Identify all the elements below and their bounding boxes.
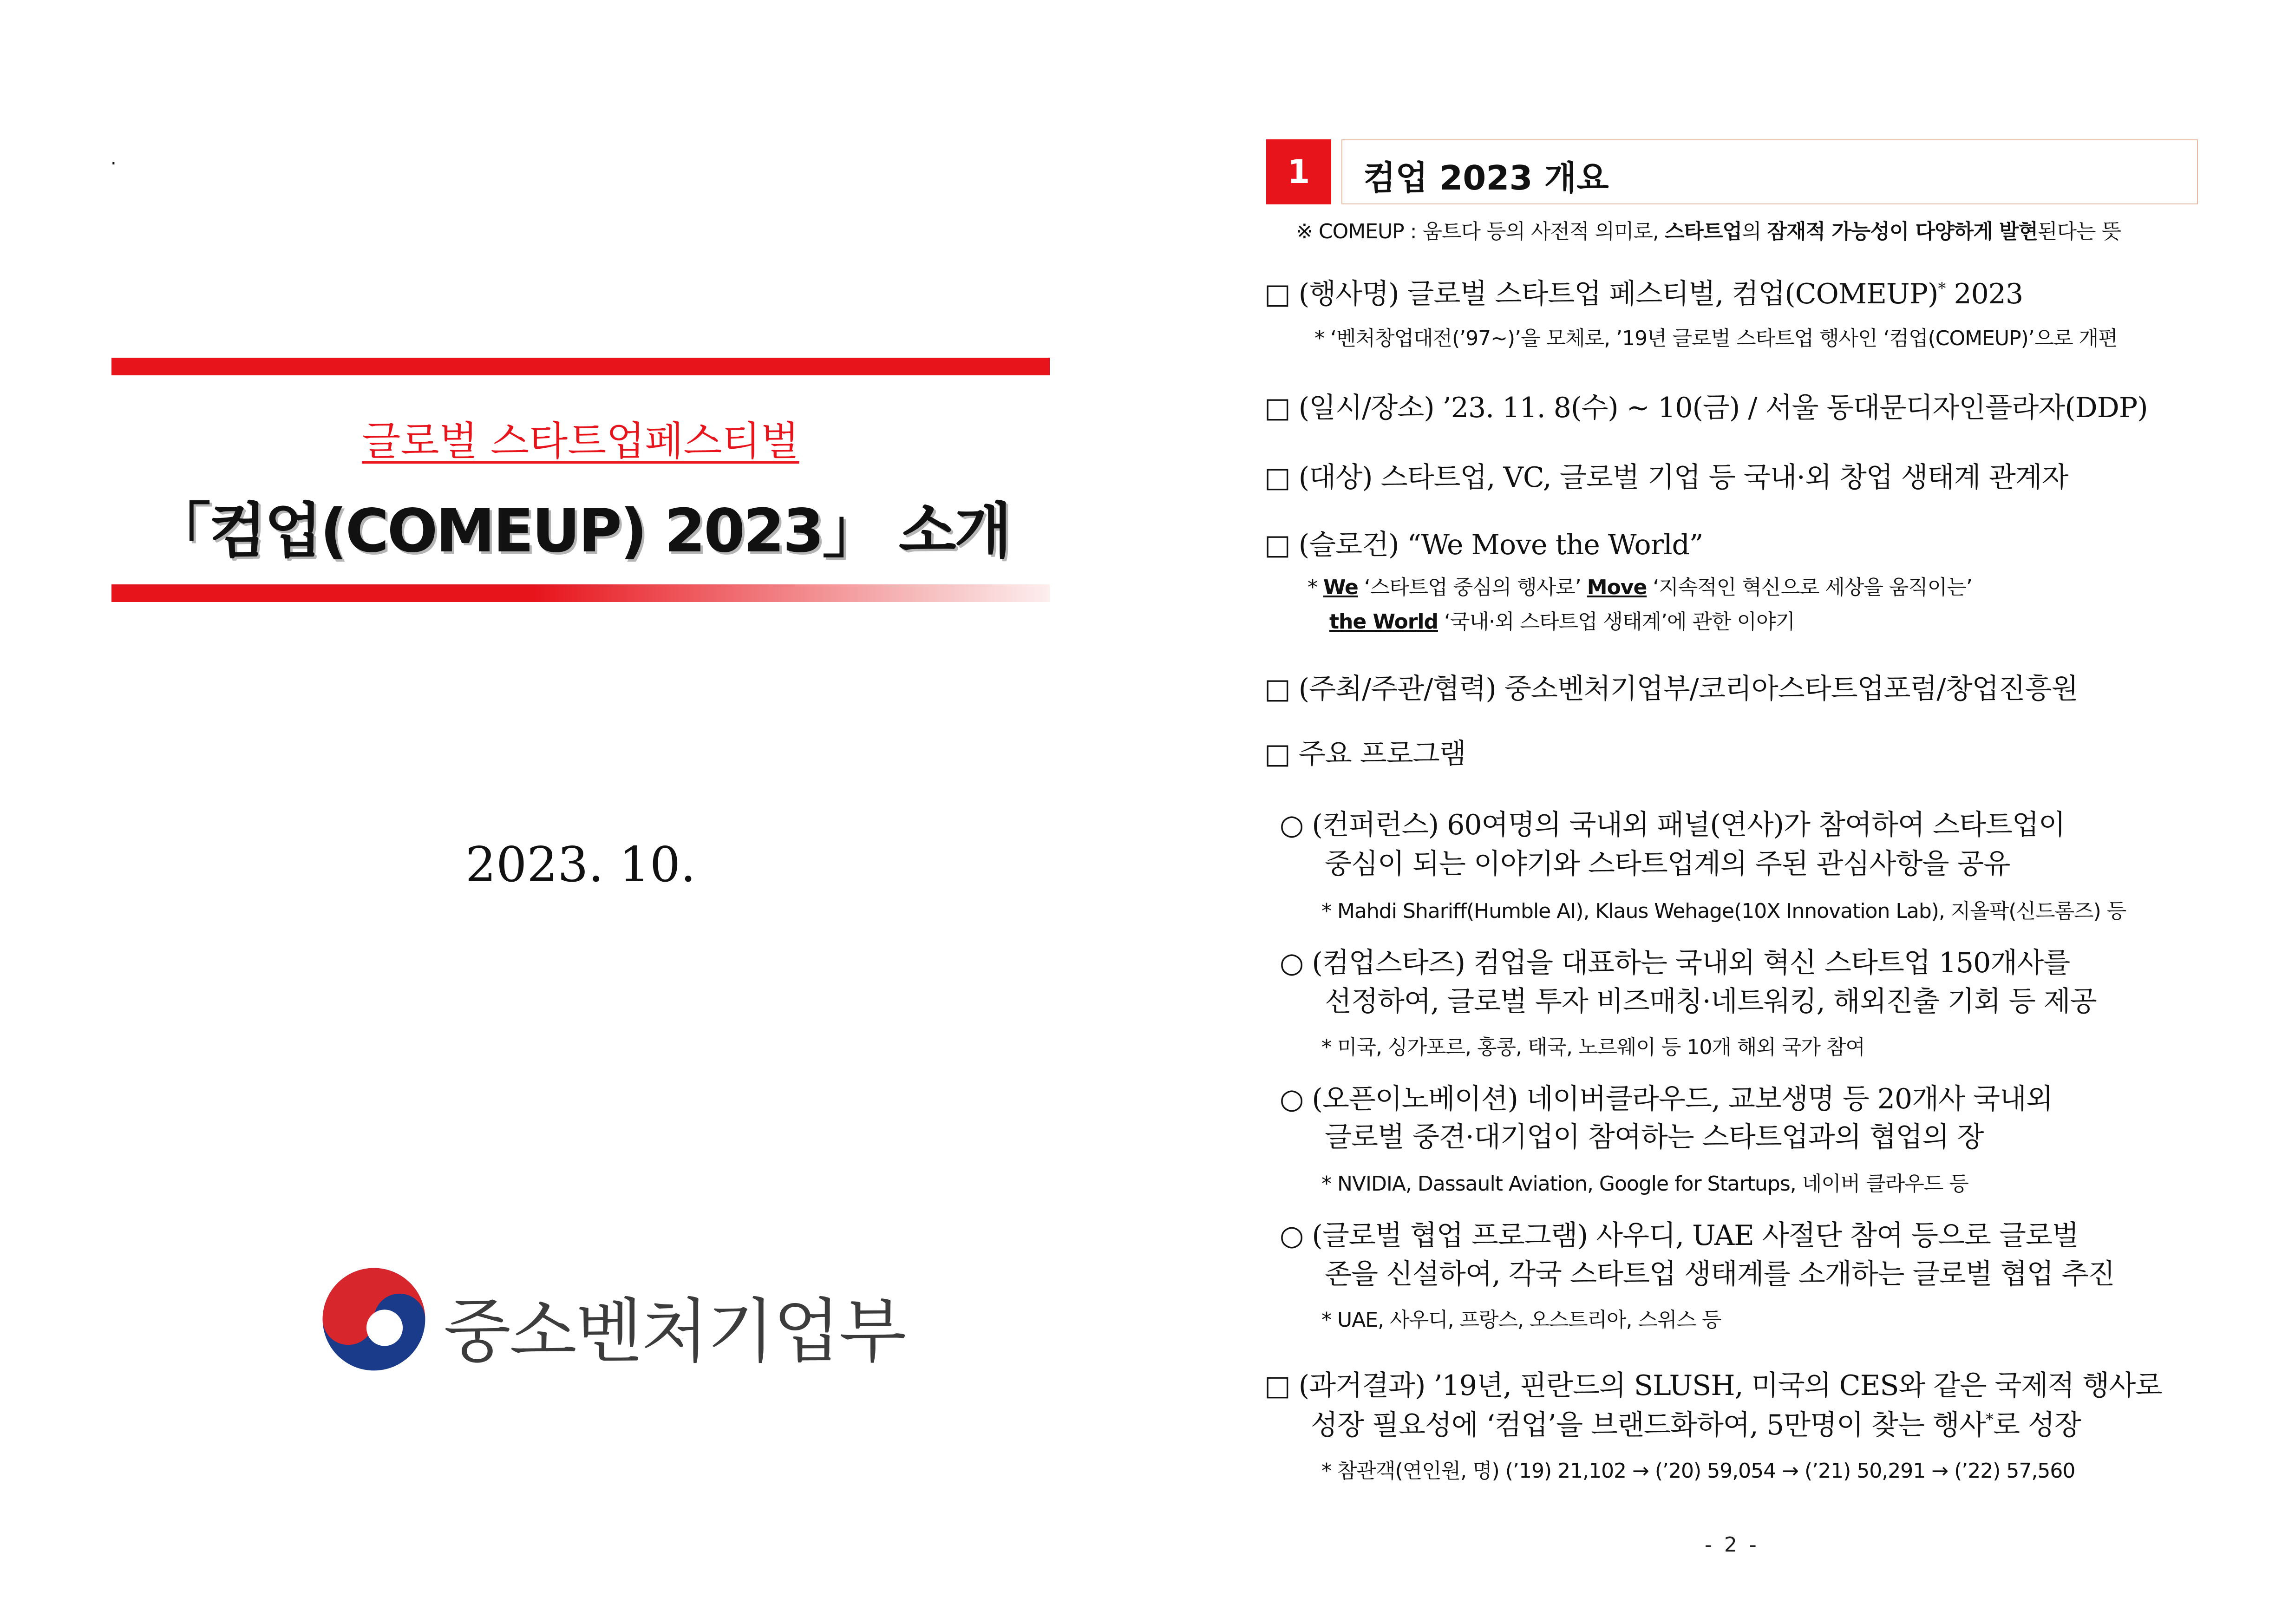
program-openinnovation-line1: ○ (오픈이노베이션) 네이버클라우드, 교보생명 등 20개사 국내외 [1280, 1083, 2053, 1115]
program-conference-note: * Mahdi Shariff(Humble AI), Klaus Wehage(10X Innovation Lab), 지올팍(신드롬즈) 등 [1321, 899, 2126, 923]
past-results-line2: 성장 필요성에 ‘컴업’을 브랜드화하여, 5만명이 찾는 행사*로 성장 [1311, 1409, 2081, 1441]
stray-dot: . [111, 148, 117, 169]
slogan-item: □ (슬로건) “We Move the World” [1264, 529, 1703, 561]
ministry-name: 중소벤처기업부 [444, 1291, 905, 1372]
cover-date: 2023. 10. [465, 836, 696, 893]
program-global-line1: ○ (글로벌 협업 프로그램) 사우디, UAE 사절단 참여 등으로 글로벌 [1280, 1219, 2079, 1252]
event-name-item: □ (행사명) 글로벌 스타트업 페스티벌, 컴업(COMEUP)* 2023 [1264, 278, 2023, 310]
programs-title: □ 주요 프로그램 [1264, 738, 1466, 770]
program-global-line2: 존을 신설하여, 각국 스타트업 생태계를 소개하는 글로벌 협업 추진 [1325, 1258, 2115, 1290]
ministry-emblem-icon [320, 1266, 427, 1373]
datetime-item: □ (일시/장소) ’23. 11. 8(수) ~ 10(금) / 서울 동대문디자인플라자(DDP) [1264, 392, 2148, 424]
comeup-definition-note: ※ COMEUP : 움트다 등의 사전적 의미로, 스타트업의 잠재적 가능성이 다양하게 발현된다는 뜻 [1296, 220, 2121, 243]
red-top-rule [111, 358, 1050, 375]
program-comeupstars-line1: ○ (컴업스타즈) 컴업을 대표하는 국내외 혁신 스타트업 150개사를 [1280, 947, 2070, 979]
section-number: 1 [1266, 139, 1331, 204]
program-openinnovation-note: * NVIDIA, Dassault Aviation, Google for Startups, 네이버 클라우드 등 [1321, 1172, 1968, 1196]
slogan-note-line2: the World ‘국내·외 스타트업 생태계’에 관한 이야기 [1329, 610, 1795, 634]
section-heading: 컴업 2023 개요 [1363, 158, 1609, 197]
red-gradient-rule [111, 584, 1050, 602]
program-conference-line2: 중심이 되는 이야기와 스타트업계의 주된 관심사항을 공유 [1325, 848, 2010, 880]
event-name-note: * ‘벤처창업대전(’97~)’을 모체로, ’19년 글로벌 스타트업 행사인 ‘컴업(COMEUP)’으로 개편 [1314, 327, 2118, 350]
program-conference-line1: ○ (컨퍼런스) 60여명의 국내외 패널(연사)가 참여하여 스타트업이 [1280, 809, 2065, 841]
slogan-note-line1: * We ‘스타트업 중심의 행사로’ Move ‘지속적인 혁신으로 세상을 움직이는’ [1308, 576, 1972, 599]
target-item: □ (대상) 스타트업, VC, 글로벌 기업 등 국내·외 창업 생태계 관계자 [1264, 461, 2068, 494]
program-global-note: * UAE, 사우디, 프랑스, 오스트리아, 스위스 등 [1321, 1308, 1721, 1332]
cover-title: 「컴업(COMEUP) 2023」 소개 [151, 497, 1010, 566]
cover-subtitle: 글로벌 스타트업페스티벌 [362, 418, 799, 465]
past-results-line1: □ (과거결과) ’19년, 핀란드의 SLUSH, 미국의 CES와 같은 국제적 행사로 [1264, 1369, 2162, 1402]
program-comeupstars-note: * 미국, 싱가포르, 홍콩, 태국, 노르웨이 등 10개 해외 국가 참여 [1321, 1035, 1865, 1059]
program-openinnovation-line2: 글로벌 중견·대기업이 참여하는 스타트업과의 협업의 장 [1325, 1121, 1984, 1153]
past-results-note: * 참관객(연인원, 명) (’19) 21,102 → (’20) 59,054 → (’21) 50,291 → (’22) 57,560 [1321, 1459, 2075, 1483]
host-item: □ (주최/주관/협력) 중소벤처기업부/코리아스타트업포럼/창업진흥원 [1264, 673, 2078, 705]
page-number: - 2 - [1705, 1533, 1759, 1557]
program-comeupstars-line2: 선정하여, 글로벌 투자 비즈매칭·네트워킹, 해외진출 기회 등 제공 [1325, 985, 2097, 1018]
